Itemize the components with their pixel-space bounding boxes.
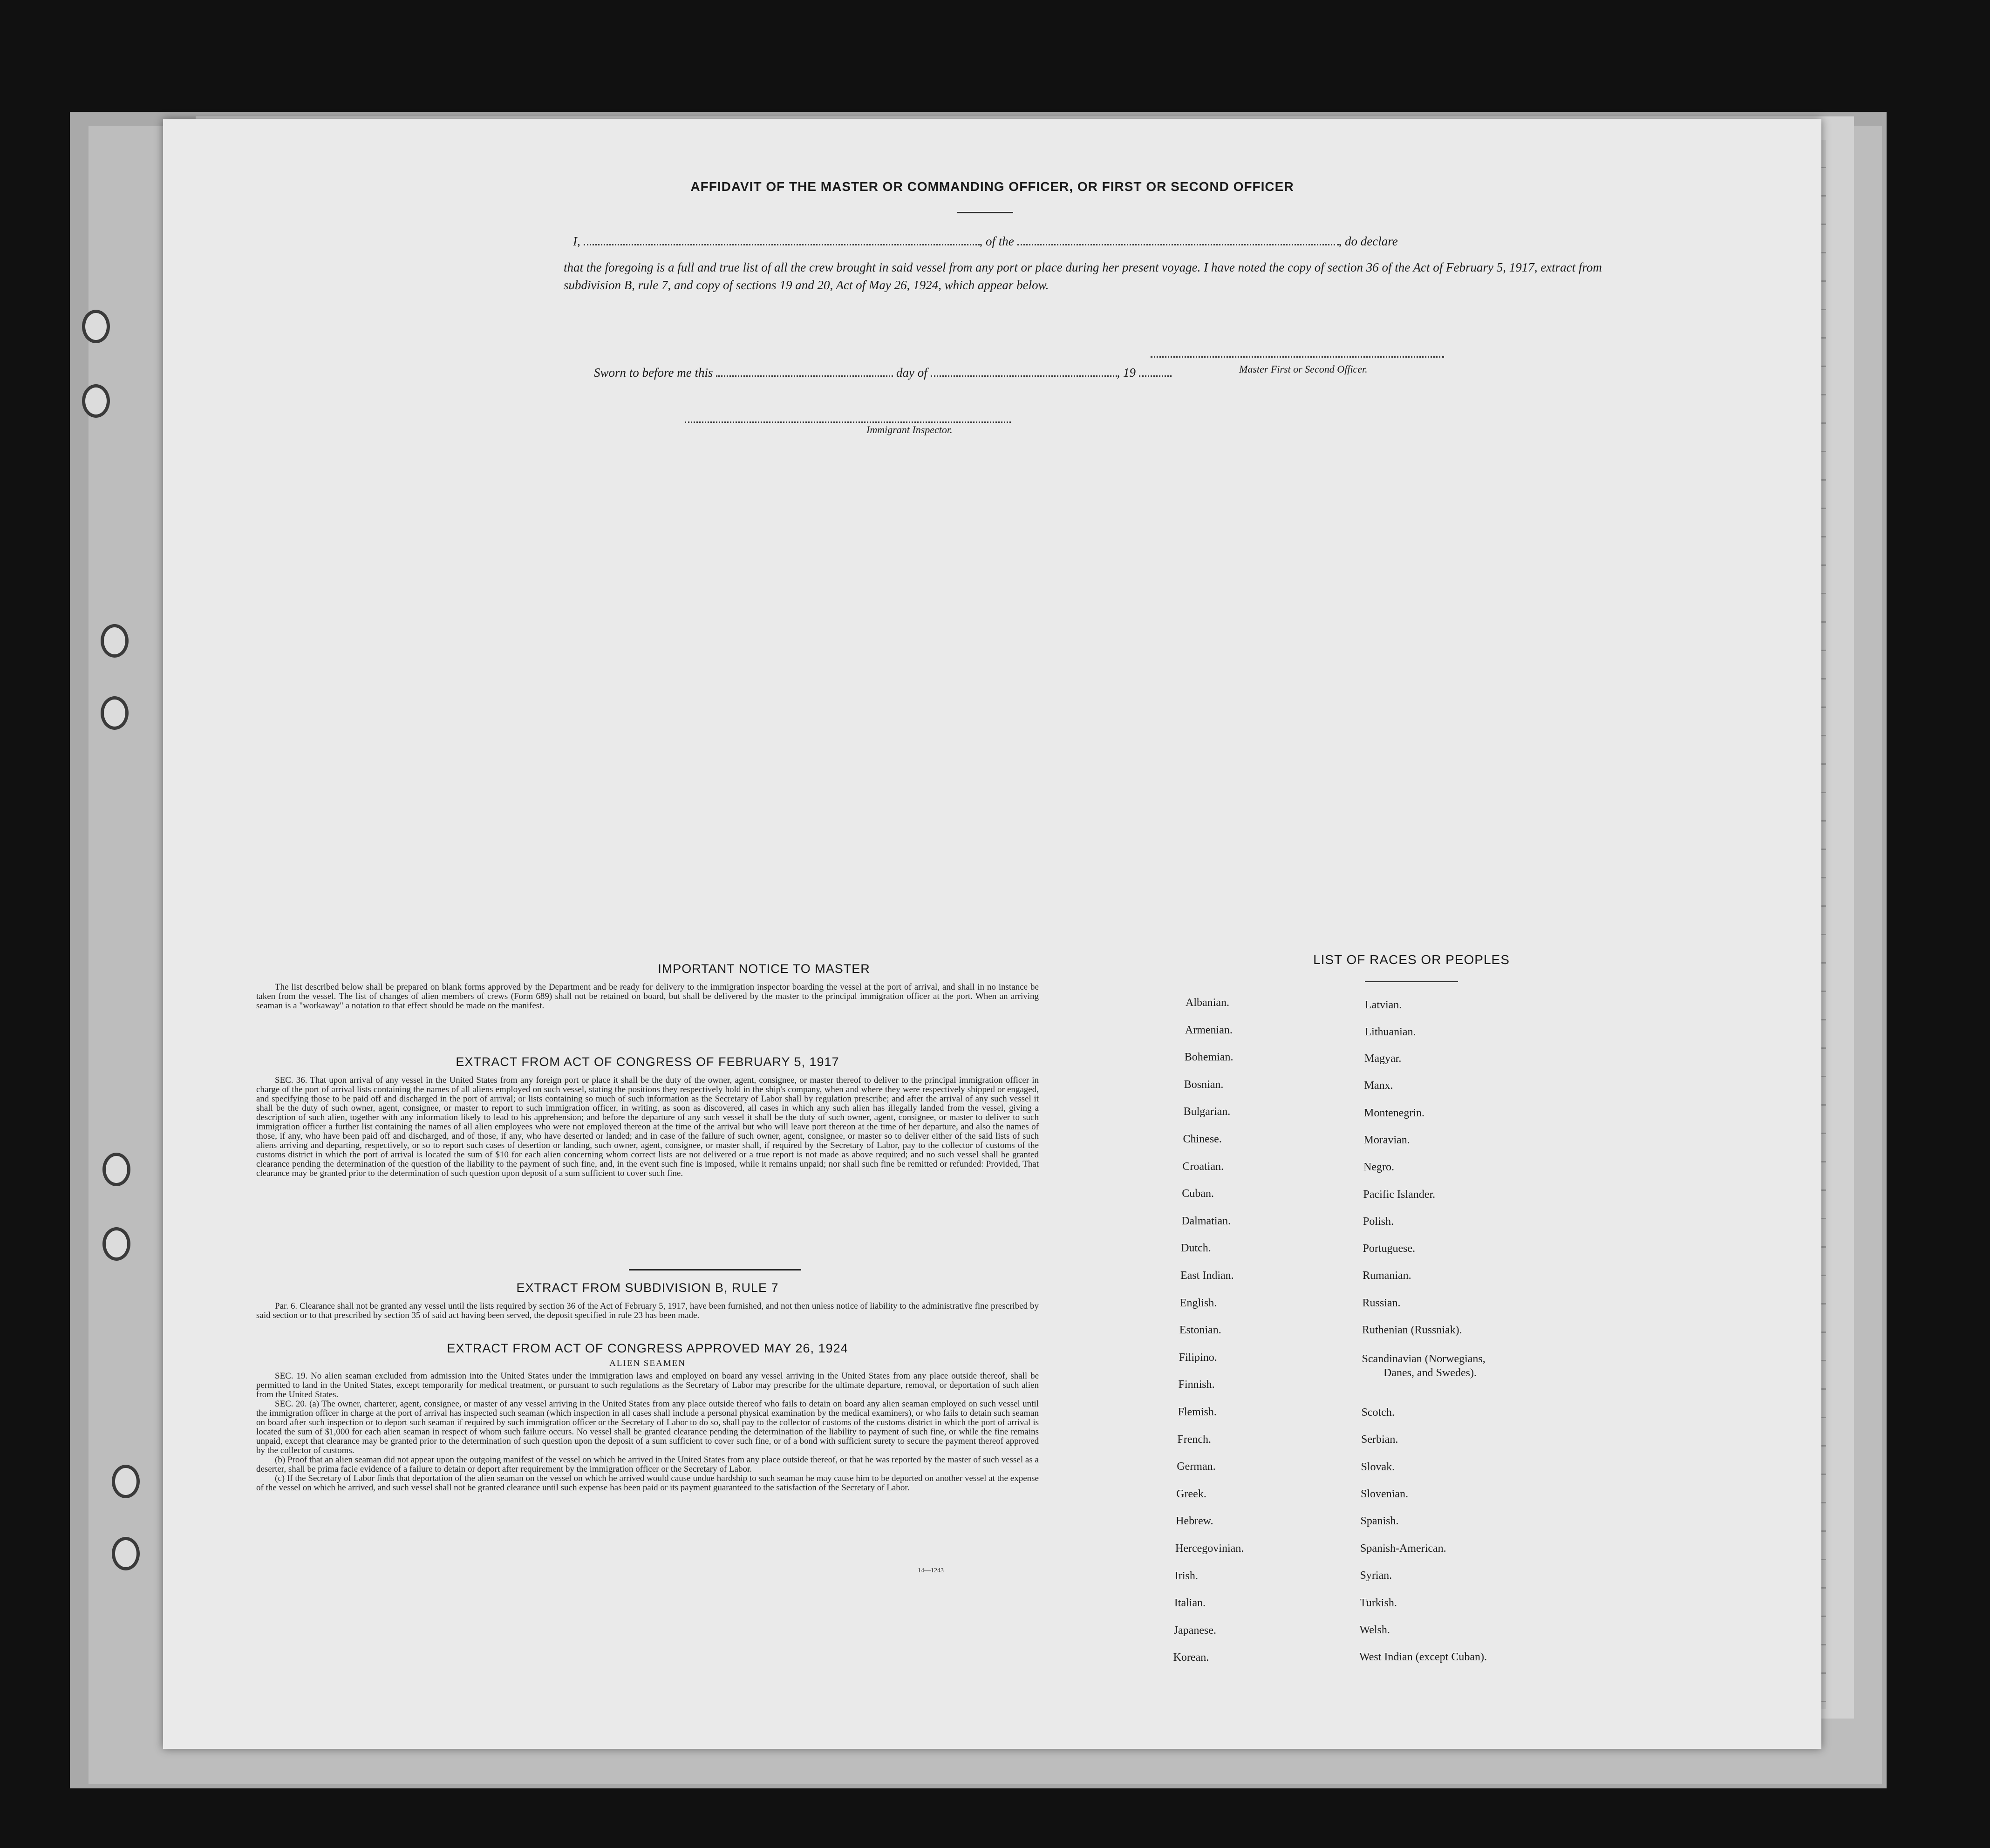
race-item: Dutch. (1181, 1242, 1211, 1255)
binder-hole-icon (102, 1153, 130, 1186)
declaration-text: that the foregoing is a full and true list of all the crew brought in said vessel from any port or place during her present voyage. I have noted the copy of section 36 of the Act of February 5, 1917, extract from subdivision B, rule 7, and copy of sections 19 and 20, Act of May 26, 1924, which appear below. (564, 260, 1602, 292)
race-item: Dalmatian. (1181, 1215, 1231, 1227)
race-item: Armenian. (1185, 1024, 1233, 1036)
race-item: East Indian. (1180, 1270, 1234, 1282)
binder-hole-icon (82, 310, 110, 343)
race-item: Hebrew. (1176, 1515, 1213, 1528)
race-item: Portuguese. (1363, 1243, 1416, 1255)
race-item: German. (1177, 1461, 1216, 1473)
race-item: Filipino. (1179, 1351, 1217, 1364)
notice-text: The list described below shall be prepared on blank forms approved by the Department and be ready for delivery to the immigration inspector boarding the vessel at the port of arrival, and shall in no instance be taken from the vessel. The list of changes of alien members of crews (Form 689) shall not be retained on board, but shall be delivered by the master to the principal immigration officer at the port. When an arriving seaman is a "workaway" a notation to that effect should be made on the manifest. (256, 982, 1039, 1011)
race-item: French. (1177, 1433, 1212, 1446)
race-item: Latvian. (1365, 999, 1402, 1011)
race-item: Polish. (1363, 1216, 1394, 1228)
races-title: LIST OF RACES OR PEOPLES (1313, 952, 1510, 967)
declarant-name-field[interactable] (584, 235, 980, 245)
race-item: Magyar. (1364, 1053, 1402, 1065)
affidavit-document (163, 119, 1821, 1749)
binder-hole-icon (112, 1465, 140, 1498)
extract-1924-title: EXTRACT FROM ACT OF CONGRESS APPROVED MAY 26, 1924 (447, 1341, 848, 1355)
binder-hole-icon (112, 1537, 140, 1570)
race-item: Estonian. (1179, 1324, 1221, 1337)
section-20b-text: (b) Proof that an alien seaman did not appear upon the outgoing manifest of the vessel on which he arrived in the United States from any place outside thereof, or that he was reported by the master of such vessel as a deserter, shall be prima facie evidence of a failure to detain or deport after requirement by the immigration officer or the Secretary of Labor. (256, 1455, 1039, 1474)
binder-hole-icon (101, 624, 129, 658)
race-item: Spanish-American. (1360, 1542, 1446, 1555)
race-item: Japanese. (1173, 1624, 1216, 1637)
binder-hole-icon (82, 384, 110, 418)
sworn-year-field[interactable] (1139, 366, 1172, 377)
sworn-before-text: Sworn to before me this (594, 366, 713, 380)
race-item: Slovak. (1361, 1461, 1395, 1473)
race-item: Lithuanian. (1364, 1026, 1416, 1038)
race-item: Scotch. (1361, 1406, 1395, 1419)
race-item: Rumanian. (1363, 1270, 1411, 1282)
year-prefix-text: , 19 (1117, 366, 1136, 380)
master-signature-field[interactable] (1151, 347, 1444, 358)
title-divider (957, 212, 1013, 213)
race-item: Moravian. (1363, 1134, 1410, 1146)
declaration-line (573, 234, 1398, 249)
race-item: Russian. (1362, 1297, 1401, 1309)
races-divider (1365, 981, 1458, 982)
master-signature-label: Master First or Second Officer. (1239, 363, 1368, 375)
race-item: Danes, and Swedes). (1383, 1367, 1477, 1379)
race-item: Ruthenian (Russniak). (1362, 1324, 1462, 1336)
affidavit-title: AFFIDAVIT OF THE MASTER OR COMMANDING OFFICER, OR FIRST OR SECOND OFFICER (690, 179, 1294, 194)
race-item: Irish. (1174, 1569, 1198, 1582)
race-item: Pacific Islander. (1363, 1189, 1436, 1201)
race-item: Manx. (1364, 1080, 1393, 1092)
binder-hole-icon (101, 696, 129, 730)
race-item: Turkish. (1360, 1597, 1397, 1609)
race-item: Bulgarian. (1183, 1106, 1231, 1118)
alien-seamen-subtitle: ALIEN SEAMEN (609, 1359, 686, 1368)
race-item: Italian. (1174, 1597, 1206, 1610)
race-item: Spanish. (1360, 1515, 1399, 1527)
race-item: Welsh. (1359, 1624, 1390, 1636)
race-item: Syrian. (1360, 1569, 1392, 1582)
race-item: Flemish. (1178, 1406, 1217, 1418)
race-item: Albanian. (1186, 997, 1229, 1009)
race-item: Bohemian. (1184, 1051, 1234, 1064)
sworn-month-field[interactable] (931, 366, 1117, 377)
of-the-text: , of the (979, 234, 1014, 248)
race-item: Negro. (1363, 1161, 1394, 1173)
race-item: Finnish. (1178, 1379, 1215, 1391)
sworn-day-field[interactable] (716, 366, 893, 377)
notice-title: IMPORTANT NOTICE TO MASTER (658, 962, 870, 976)
race-item: Slovenian. (1361, 1488, 1408, 1500)
do-declare-text: , do declare (1338, 234, 1398, 248)
section-20c-text: (c) If the Secretary of Labor finds that deportation of the alien seaman on the vessel on which he arrived would cause undue hardship to such seaman he may cause him to be deported on another vessel at the expense of the vessel on which he arrived, and such vessel shall not be granted clearance until such expense has been paid or its payment guaranteed to the satisfaction of the Secretary of Labor. (256, 1474, 1039, 1493)
race-item: West Indian (except Cuban). (1359, 1651, 1487, 1663)
race-item: Serbian. (1361, 1434, 1398, 1446)
extract-rule7-text: Par. 6. Clearance shall not be granted any vessel until the lists required by section 36 of the Act of February 5, 1917, have been furnished, and not then unless notice of liability to the administrative fine prescribed by said section or to that prescribed by section 35 of said act having been served, the deposit specified in rule 23 has been made. (256, 1301, 1039, 1320)
inspector-label: Immigrant Inspector. (866, 424, 953, 435)
day-of-text: day of (896, 366, 927, 380)
race-item: Chinese. (1183, 1133, 1222, 1145)
section-20a-text: SEC. 20. (a) The owner, charterer, agent, consignee, or master of any vessel arriving in the United States from any place outside thereof who fails to detain on board any alien seaman employed on such vessel until the immigration officer in charge at the port of arrival has inspected such seaman (which inspection in all cases shall include a personal physical examination by the medical examiners), or who fails to detain such seaman on board after such inspection or to deport such seaman if required by such immigration officer or the Secretary of Labor to do so, shall pay to the collector of customs of the customs district in which the port of arrival is located the sum of $1,000 for each alien seaman in respect of whom such failure occurs. No vessel shall be granted clearance pending the determination of the liability to payment of such fine, or while the fine remains unpaid, except that clearance may be granted prior to the determination of such question upon the deposit of a sum sufficient to cover such fine, or of a bond with sufficient surety to secure the payment thereof approved by the collector of customs. (256, 1399, 1039, 1455)
race-item: Scandinavian (Norwegians, (1362, 1353, 1486, 1365)
extract-1924-text (256, 1372, 1039, 1493)
race-item: Bosnian. (1184, 1078, 1224, 1091)
section-divider (629, 1269, 801, 1270)
race-item: Greek. (1176, 1488, 1206, 1500)
race-item: Hercegovinian. (1175, 1542, 1244, 1555)
section-19-text: SEC. 19. No alien seaman excluded from admission into the United States under the immigration laws and employed on board any vessel arriving in the United States from any place outside thereof, shall be permitted to land in the United States, except temporarily for medical treatment, or pursuant to such regulations as the Secretary of Labor may prescribe for the ultimate departure, removal, or deportation of such alien from the United States. (256, 1371, 1039, 1400)
declarant-prefix: I, (573, 234, 580, 248)
extract-rule7-title: EXTRACT FROM SUBDIVISION B, RULE 7 (516, 1281, 779, 1295)
sworn-line (594, 366, 1172, 380)
race-item: English. (1179, 1297, 1217, 1309)
binder-hole-icon (102, 1227, 130, 1261)
inspector-signature-field[interactable] (685, 412, 1011, 423)
race-item: Korean. (1173, 1651, 1209, 1664)
race-item: Cuban. (1182, 1188, 1214, 1200)
form-number: 14—1243 (918, 1567, 944, 1574)
race-item: Croatian. (1182, 1160, 1224, 1173)
race-item: Montenegrin. (1364, 1107, 1424, 1119)
vessel-name-field[interactable] (1017, 235, 1339, 245)
extract-1917-title: EXTRACT FROM ACT OF CONGRESS OF FEBRUARY 5, 1917 (456, 1055, 839, 1069)
extract-1917-text: SEC. 36. That upon arrival of any vessel in the United States from any foreign port or place it shall be the duty of the owner, agent, consignee, or master thereof to deliver to the principal immigration officer in charge of the port of arrival lists containing the names of all aliens employed on such vessel, stating the positions they respectively hold in the ship's company, when and where they were respectively shipped or engaged, and specifying those to be paid off and discharged in the port of arrival; or lists containing so much of such information as the Secretary of Labor shall by regulation prescribe; and after the arrival of any such vessel it shall be the duty of such owner, agent, consignee, or master to report to such immigration officer, in writing, as soon as discovered, all cases in which any such alien has illegally landed from the vessel, giving a description of such alien, together with any information likely to lead to his apprehension; and before the departure of any such vessel it shall be the duty of such owner, agent, consignee, or master to deliver to such immigration officer a further list containing the names of all alien employees who were not employed thereon at the time of the arrival but who will leave port thereon at the time of her departure, and also the names of those, if any, who have been paid off and discharged, and of those, if any, who have deserted or landed; and in case of the failure of such owner, agent, consignee, or master so to deliver either of the said lists of such aliens arriving and departing, respectively, or so to report such cases of desertion or landing, such owner, agent, consignee, or master shall, if required by the Secretary of Labor, pay to the collector of customs of the customs district in which the port of arrival is located the sum of $10 for each alien concerning whom correct lists are not delivered or a true report is not made as above required; and no such vessel shall be granted clearance pending the determination of the question of the liability to the payment of such fine, and, in the event such fine is imposed, while it remains unpaid; nor shall such fine be remitted or refunded: Provided, That clearance may be granted prior to the determination of such question upon deposit of a sum sufficient to cover such fine. (256, 1075, 1039, 1178)
